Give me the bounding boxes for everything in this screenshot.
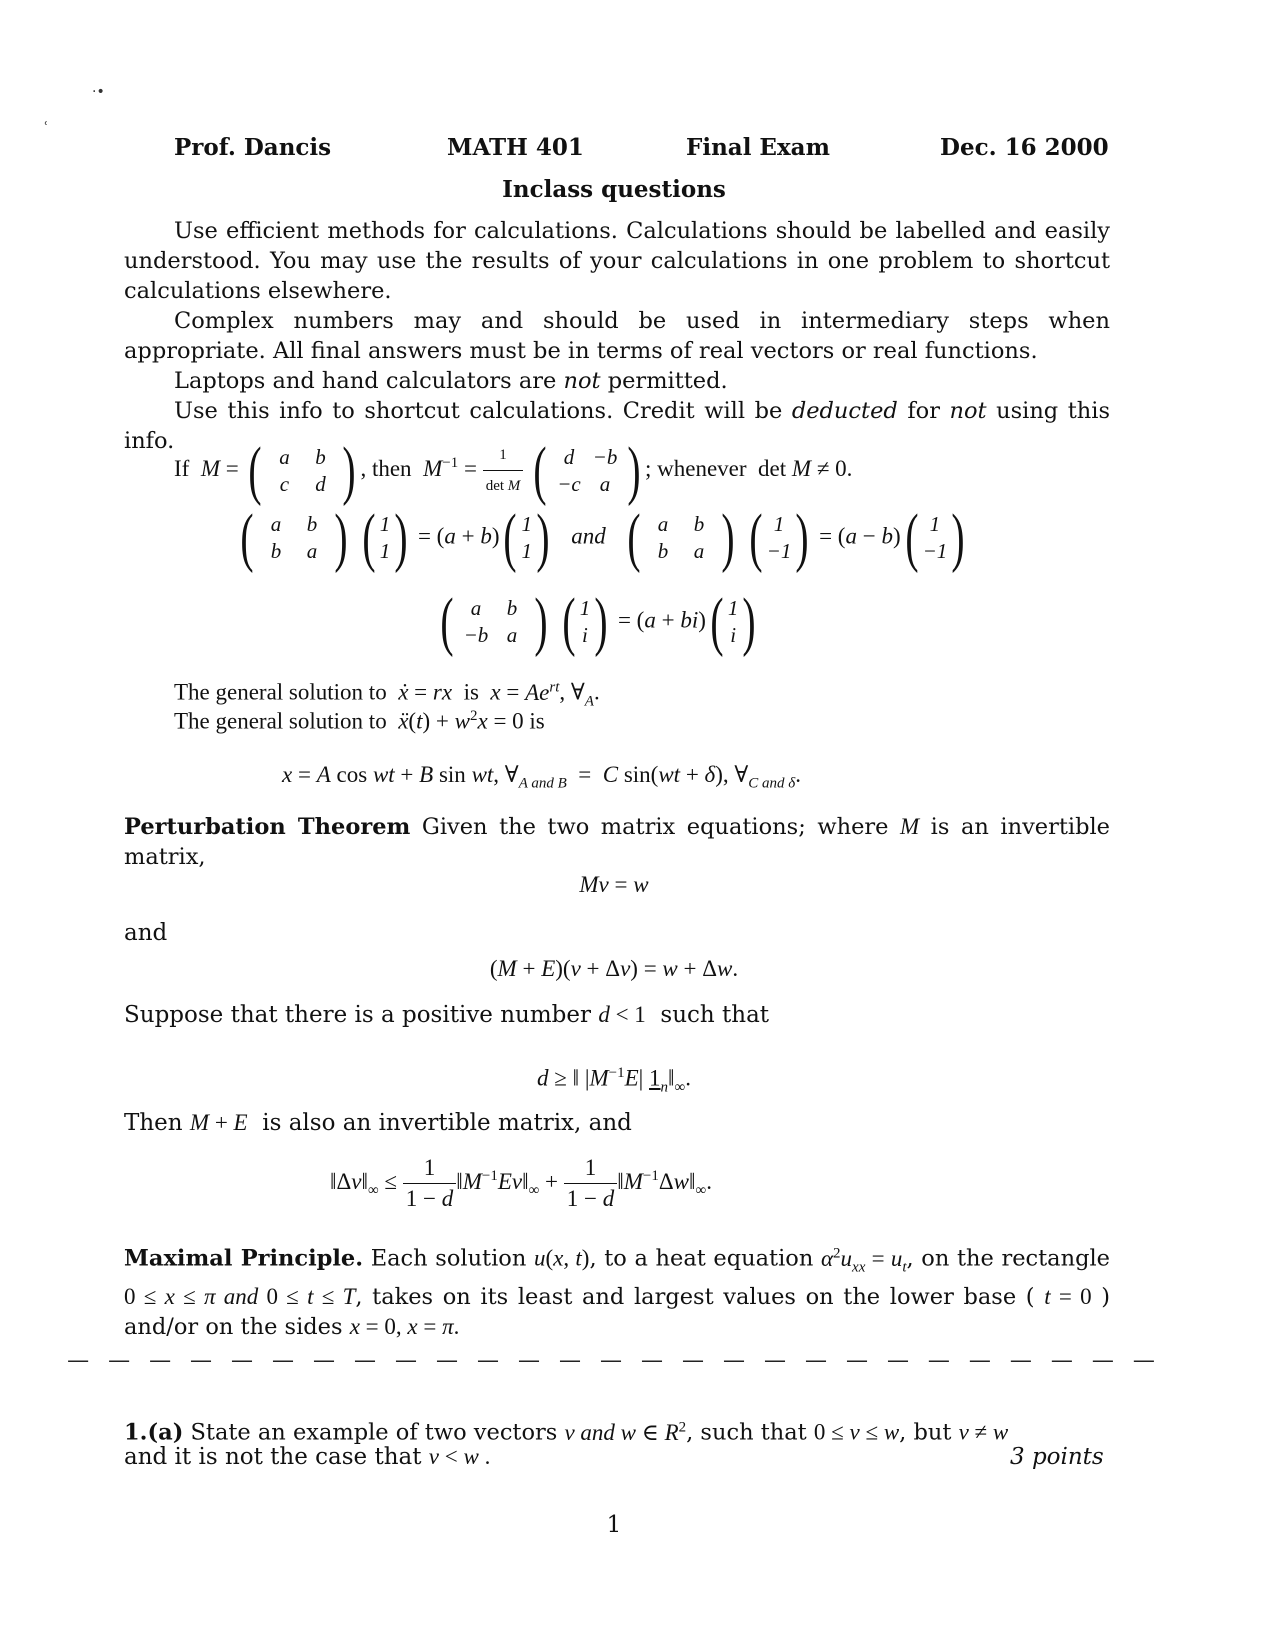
perturbation-bound: $‖\Delta v‖_\infty$ ≤ $\frac{1}{1 - d}$ $‖M^{-1}Ev‖_\infty$ + $\frac{1}{1 - d}$ $‖M^{-1}\Delta w‖_\infty$.: [330, 1155, 712, 1211]
instruction-shortcut: Use this info to shortcut calculations. Credit will be deducted for not using this info.: [124, 398, 1111, 454]
then-line: Then M + E is also an invertible matrix, and: [124, 1110, 632, 1136]
eigen-formula-symmetric: ( a b b a ) ( 1 1 ) = (a + b)( 1 1 ) and ( a b b a ) ( 1 −1 ) = (a − b)( 1 −1 ): [240, 501, 965, 574]
course-code: MATH 401: [447, 134, 584, 161]
perturbation-theorem: Perturbation Theorem Given the two matrix equations; where M is an invertible matrix,: [124, 814, 1110, 870]
instruction-complex: Complex numbers may and should be used in intermediary steps when appropriate. All final answers must be in terms of real vectors or real functions.: [124, 308, 1110, 364]
maximal-principle: Maximal Principle. Each solution u(x, t), to a heat equation $\alpha^2u_{xx} = u_t$, on the rectangle 0 ≤ x ≤ π and 0 ≤ t ≤ T, takes on its least and largest values on the lower base ( t = 0 ) and/or on the sides x = 0, x = π.: [124, 1245, 1110, 1341]
instruction-calculators: Laptops and hand calculators are not permitted.: [174, 368, 728, 394]
page-number: 1: [606, 1512, 622, 1538]
inverse-formula: If M = ( a b c d ) , then $M^{-1}$ = $\frac{1}{\text{det M}}$ ( d −b −c a ) ; whenever det M ≠ 0.: [174, 433, 853, 507]
equation-mv: Mv = w: [579, 872, 649, 897]
exam-date: Dec. 16 2000: [940, 134, 1109, 161]
scan-mark: ʿ: [44, 120, 49, 136]
oscillator-solution: x = A cos wt + B sin wt, $\forall_{A and B} = C$ sin(wt + δ), $\forall_{C and \delta}$.: [282, 762, 802, 792]
professor-name: Prof. Dancis: [174, 134, 332, 161]
eigen-formula-complex: ( a b −b a ) ( 1 i ) = (a + bi)( 1 i ): [440, 585, 756, 658]
condition-d: d ≥ ‖ $|M^{-1}E|$ $1_n‖_\infty$.: [537, 1065, 691, 1096]
problem-points: 3 points: [1010, 1444, 1104, 1470]
exam-title: Final Exam: [686, 134, 830, 161]
general-solution-first-order: The general solution to ẋ = rx is $x = Ae^{rt}$, $\forall_A$.: [174, 679, 600, 710]
suppose-line: Suppose that there is a positive number d < 1 such that: [124, 1002, 770, 1028]
and-word: and: [124, 920, 168, 946]
problem-1a-continued: and it is not the case that v < w .: [124, 1444, 491, 1470]
equation-perturbed: (M + E)(v + Δv) = w + Δw.: [489, 956, 739, 981]
subtitle: Inclass questions: [502, 176, 726, 203]
instruction-calculations: Use efficient methods for calculations. Calculations should be labelled and easily understood. You may use the results of your calculations in one problem to shortcut calculations elsewhere.: [124, 218, 1110, 304]
scan-mark: ·•: [92, 84, 105, 100]
problem-1a: 1.(a) State an example of two vectors v and w ∈ $R^2$, such that 0 ≤ v ≤ w, but v ≠ w: [124, 1419, 1009, 1446]
general-solution-second-order: The general solution to ẍ(t) + $w^2x = 0$ is: [174, 708, 545, 734]
section-separator: — — — — — — — — — — — — — — — — — — — — — — — — — — —: [67, 1348, 1161, 1373]
